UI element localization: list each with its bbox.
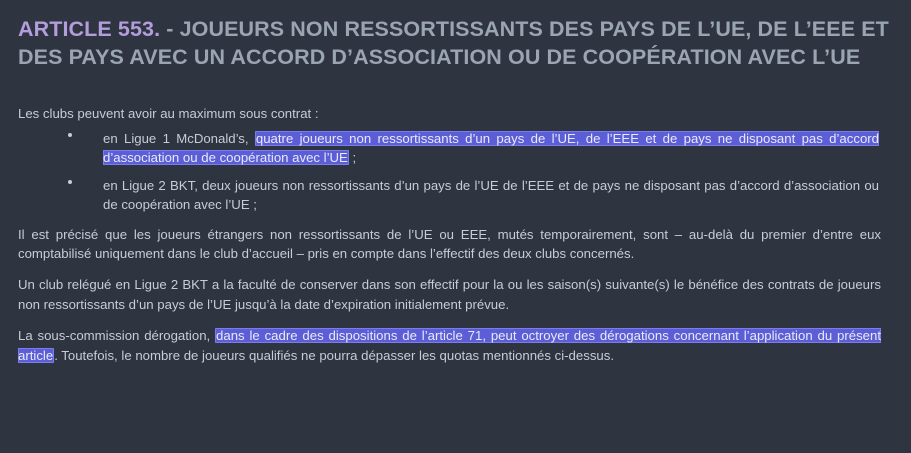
article-number: ARTICLE 553. xyxy=(18,17,161,41)
page-title xyxy=(18,16,895,72)
list-item xyxy=(18,129,895,168)
paragraph-transfers: Il est précisé que les joueurs étrangers non ressortissants de l’UE ou EEE, mutés temporairement, sont – au-delà du premier d’entre eux comptabilisé uniquement dans le club d’accueil – pris en compte dans l’effectif des deux clubs concernés. xyxy=(18,226,881,262)
highlighted-text: quatre joueurs non ressortissants d’un pays de l’UE, de l’EEE et de pays ne disposant pas d’accord d’association ou de coopération avec l’UE xyxy=(103,131,880,166)
paragraph-derogation xyxy=(18,326,895,365)
intro-paragraph: Les clubs peuvent avoir au maximum sous contrat : xyxy=(18,105,319,121)
list-item-lead: en Ligue 1 McDonald’s, xyxy=(103,131,255,147)
highlighted-text: dans le cadre des dispositions de l’article 71, peut octroyer des dérogations concernant l’application du présent article xyxy=(18,328,881,363)
paragraph-lead: La sous-commission dérogation, xyxy=(18,328,216,344)
list-item-lead: en Ligue 2 BKT, deux joueurs non ressortissants d’un pays de l’UE de l’EEE et de pays ne disposant pas d’accord d’association ou de coopération avec l’UE ; xyxy=(103,177,879,213)
paragraph-relegation: Un club relégué en Ligue 2 BKT a la faculté de conserver dans son effectif pour la ou les saison(s) suivante(s) le bénéfice des contrats de joueurs non ressortissants d’un pays de l’UE jusqu’à la date d’expiration initialement prévue. xyxy=(18,277,881,312)
paragraph-tail: . Toutefois, le nombre de joueurs qualifiés ne pourra dépasser les quotas mentionnés ci-dessus. xyxy=(54,347,615,363)
list-item xyxy=(18,176,895,215)
list-item-tail: ; xyxy=(348,150,357,166)
bullet-dot-icon xyxy=(68,133,72,137)
article-title-text: - JOUEURS NON RESSORTISSANTS DES PAYS DE L’UE, DE L’EEE ET DES PAYS AVEC UN ACCORD D’ASSOCIATION OU DE COOPÉRATION AVEC L’UE xyxy=(18,17,889,69)
bullet-dot-icon xyxy=(68,180,72,184)
quota-list xyxy=(18,129,895,215)
